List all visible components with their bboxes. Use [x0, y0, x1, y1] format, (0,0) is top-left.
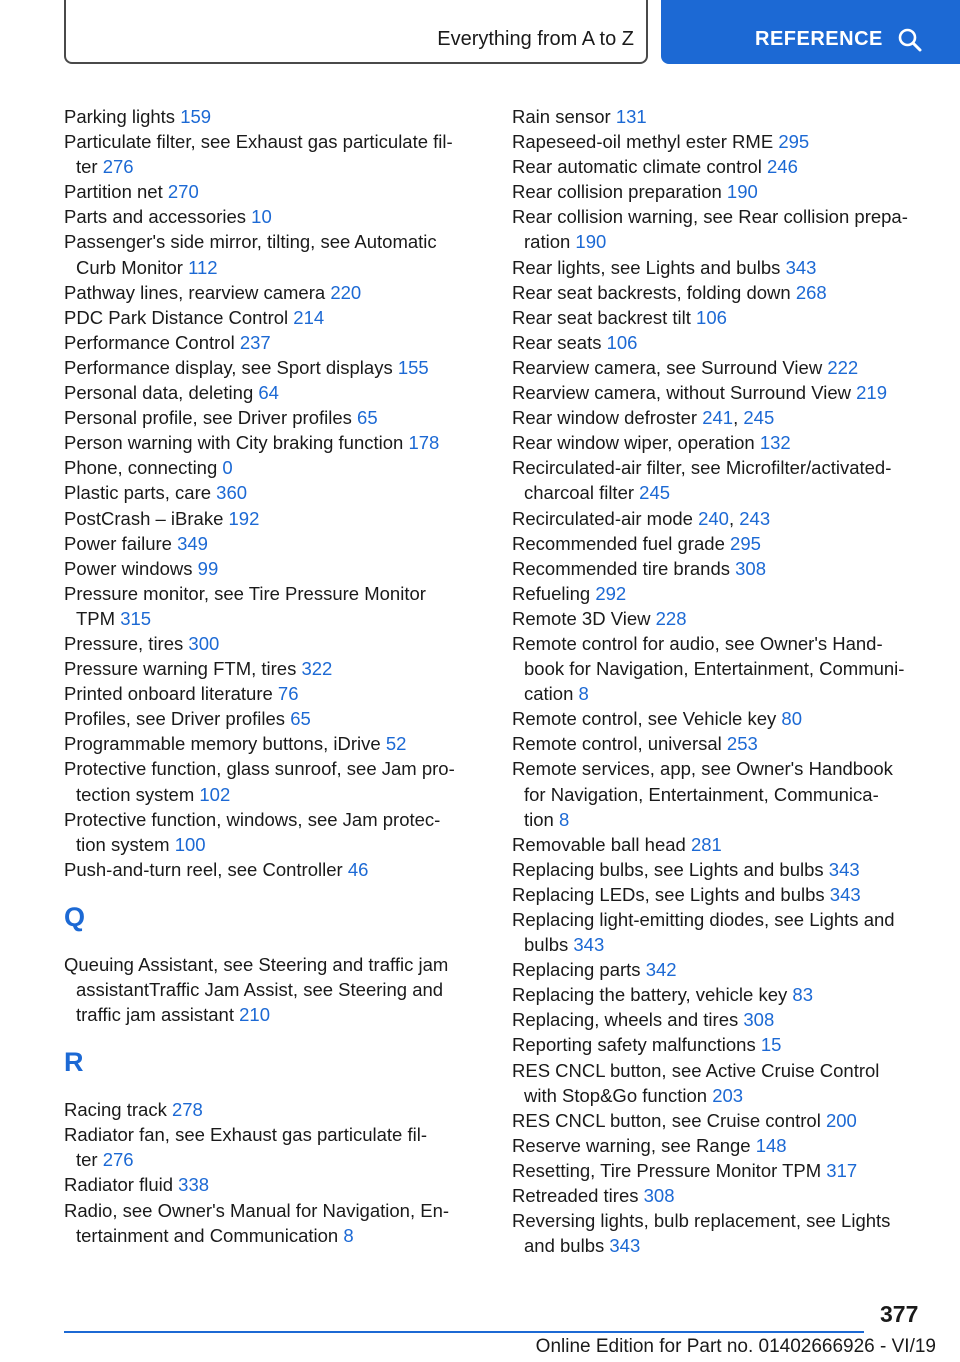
index-term: Person warning with City braking function [64, 432, 404, 454]
page-link[interactable]: 228 [655, 607, 687, 629]
index-term: tection system [76, 783, 195, 805]
index-entry [512, 556, 932, 581]
page-link[interactable]: 159 [180, 106, 212, 127]
index-entry [512, 1158, 932, 1183]
section-title: Everything from A to Z [437, 28, 634, 50]
index-term: Remote services, app, see Owner's Handbook [512, 758, 893, 780]
index-entry [512, 982, 932, 1007]
page-link[interactable]: 292 [595, 582, 627, 604]
index-term: Recommended tire brands [512, 557, 730, 579]
index-entry [512, 129, 932, 154]
index-entry [64, 1122, 484, 1172]
index-entry [512, 882, 932, 907]
index-term: for Navigation, Entertainment, Communica- [524, 783, 879, 805]
index-term: Plastic parts, care [64, 482, 212, 504]
index-term: Rear seat backrest tilt [512, 306, 691, 328]
page-link[interactable]: 300 [188, 632, 220, 654]
page-link[interactable]: 276 [102, 156, 134, 178]
index-entry [512, 631, 932, 706]
header-reference-tab[interactable] [661, 0, 960, 64]
index-term: ter [76, 156, 98, 178]
index-term: Resetting, Tire Pressure Monitor TPM [512, 1159, 822, 1181]
page-link[interactable]: 203 [712, 1084, 744, 1106]
index-entry [512, 154, 932, 179]
index-entry [64, 581, 484, 631]
chapter-title: REFERENCE [755, 28, 883, 50]
index-entry [512, 1007, 932, 1032]
page-link[interactable]: 317 [826, 1159, 858, 1181]
page-link[interactable]: 0 [222, 457, 233, 479]
page-link[interactable]: 268 [795, 281, 827, 303]
page-link[interactable]: 102 [199, 783, 231, 805]
index-term: Replacing light-emitting diodes, see Lights and [512, 909, 895, 930]
index-entry [64, 305, 484, 330]
index-letter-heading: R [64, 1047, 84, 1078]
index-entry [64, 706, 484, 731]
index-term: Pressure, tires [64, 632, 184, 654]
index-entry: Recirculated-air mode 240, 243 [512, 507, 771, 529]
index-term: Protective function, windows, see Jam protec- [64, 808, 441, 830]
index-term: Printed onboard literature [64, 683, 273, 705]
index-entry [64, 330, 484, 355]
index-entry [512, 1058, 932, 1108]
index-entry [64, 179, 484, 204]
page-link[interactable]: 99 [197, 557, 219, 579]
page-link[interactable]: 308 [735, 557, 767, 579]
page-link[interactable]: 237 [239, 331, 271, 353]
page-link[interactable]: 106 [696, 306, 727, 328]
index-term: Protective function, glass sunroof, see Jam pro- [64, 758, 455, 780]
index-term: Rear collision warning, see Rear collision prepa- [512, 206, 908, 228]
index-term: Rear window defroster [512, 407, 698, 429]
page-link[interactable]: 349 [177, 532, 208, 554]
index-entry [512, 731, 932, 756]
index-term: Remote control for audio, see Owner's Hand- [512, 632, 883, 654]
index-column-left [64, 104, 484, 1248]
page-link[interactable]: 65 [357, 407, 378, 429]
page-link[interactable]: 10 [251, 206, 272, 228]
page-link[interactable]: 219 [856, 382, 887, 404]
page-link[interactable]: 245 [743, 407, 775, 429]
index-term: Partition net [64, 181, 163, 203]
index-term: Passenger's side mirror, tilting, see Automatic [64, 231, 437, 253]
index-term: Power failure [64, 532, 172, 554]
index-entry [64, 480, 484, 505]
page-link[interactable]: 8 [578, 683, 589, 705]
index-term: Replacing LEDs, see Lights and bulbs [512, 883, 825, 905]
index-entry [512, 531, 932, 556]
index-term: tion [524, 808, 554, 830]
index-entry [512, 355, 932, 380]
index-term: Rear seat backrests, folding down [512, 281, 791, 303]
page-link[interactable]: 343 [828, 858, 860, 880]
index-entry [64, 506, 484, 531]
index-term: with Stop&Go function [524, 1084, 708, 1106]
index-entry [64, 229, 484, 279]
page-link[interactable]: 240 [698, 507, 729, 529]
index-entry [64, 1172, 484, 1197]
index-term: Radiator fan, see Exhaust gas particulate fil- [64, 1124, 427, 1146]
index-entry [64, 952, 484, 1027]
index-term: Power windows [64, 557, 193, 579]
index-entry [64, 556, 484, 581]
index-term: Replacing bulbs, see Lights and bulbs [512, 858, 824, 880]
index-term: Parking lights [64, 106, 176, 127]
index-entry [512, 380, 932, 405]
index-term: cation [524, 683, 574, 705]
index-entry [64, 380, 484, 405]
index-entry [512, 1108, 932, 1133]
page-link[interactable]: 360 [216, 482, 248, 504]
page-link[interactable]: 243 [739, 507, 771, 529]
page-number: 377 [880, 1301, 919, 1327]
index-term: Remote 3D View [512, 607, 651, 629]
index-term: Radiator fluid [64, 1174, 174, 1196]
page-link[interactable]: 281 [690, 833, 722, 855]
index-entry [512, 756, 932, 831]
index-entry [512, 104, 932, 129]
page-link[interactable]: 8 [558, 808, 570, 830]
index-term: RES CNCL button, see Active Cruise Control [512, 1059, 880, 1081]
page-link[interactable]: 131 [615, 106, 647, 127]
page-link[interactable]: 222 [827, 356, 859, 378]
index-term: Pressure monitor, see Tire Pressure Monitor [64, 582, 426, 604]
page-link[interactable]: 64 [258, 382, 279, 404]
page-link[interactable]: 276 [102, 1149, 134, 1171]
page-link[interactable]: 220 [330, 281, 362, 303]
index-term: Replacing parts [512, 959, 641, 981]
page-link[interactable]: 8 [343, 1224, 354, 1246]
index-term: Profiles, see Driver profiles [64, 708, 286, 730]
index-term: Rearview camera, see Surround View [512, 356, 823, 378]
page-link[interactable]: 295 [730, 532, 761, 554]
page-link[interactable]: 343 [829, 883, 861, 905]
page-link[interactable]: 241 [702, 407, 734, 429]
page-link[interactable]: 322 [301, 658, 333, 680]
index-term: bulbs [524, 934, 569, 956]
index-term: Remote control, see Vehicle key [512, 708, 777, 730]
page-link[interactable]: 253 [726, 733, 758, 755]
page-link[interactable]: 343 [609, 1235, 641, 1257]
index-term: Retreaded tires [512, 1185, 639, 1207]
index-term: Performance Control [64, 331, 235, 353]
index-term: Rear seats [512, 331, 602, 353]
page-link[interactable]: 200 [825, 1109, 857, 1131]
index-term: Particulate filter, see Exhaust gas particulate fil- [64, 131, 453, 153]
index-term: Rearview camera, without Surround View [512, 382, 851, 404]
index-entry [512, 581, 932, 606]
index-term: RES CNCL button, see Cruise control [512, 1109, 821, 1131]
index-column-right [512, 104, 932, 1258]
index-entry [512, 204, 932, 254]
page-link[interactable]: 295 [778, 131, 810, 153]
index-entry [512, 255, 932, 280]
index-term: Recirculated-air filter, see Microfilter/activated- [512, 457, 892, 479]
index-term: PostCrash – iBrake [64, 507, 224, 529]
page-link[interactable]: 52 [385, 733, 407, 755]
page-link[interactable]: 106 [606, 331, 638, 353]
index-entry [64, 531, 484, 556]
index-term: Remote control, universal [512, 733, 722, 755]
index-term: Replacing the battery, vehicle key [512, 984, 788, 1006]
page-link[interactable]: 210 [239, 1004, 271, 1026]
index-letter-heading: Q [64, 901, 86, 932]
page-link[interactable]: 15 [760, 1034, 782, 1056]
index-term: Personal data, deleting [64, 382, 254, 404]
edition-note: Online Edition for Part no. 01402666926 - VI/19 [535, 1336, 936, 1357]
index-term: Push-and-turn reel, see Controller [64, 858, 343, 880]
index-entry: Rear window defroster 241, 245 [512, 407, 775, 429]
index-entry [64, 656, 484, 681]
index-term: Reporting safety malfunctions [512, 1034, 756, 1056]
page-link[interactable]: 308 [743, 1009, 775, 1031]
index-term: and bulbs [524, 1235, 605, 1257]
index-term: Rear automatic climate control [512, 156, 762, 178]
page-link[interactable]: 278 [171, 1099, 203, 1121]
index-entry [512, 179, 932, 204]
index-term: traffic jam assistant [76, 1004, 234, 1026]
index-term: ration [524, 231, 571, 253]
index-entry [64, 455, 484, 480]
index-term: assistantTraffic Jam Assist, see Steering and [76, 979, 444, 1000]
index-term: Recirculated-air mode [512, 507, 693, 529]
index-term: Programmable memory buttons, iDrive [64, 733, 381, 755]
page-link[interactable]: 46 [347, 858, 369, 880]
page-link[interactable]: 245 [639, 482, 671, 504]
page-link[interactable]: 315 [120, 607, 152, 629]
index-term: Phone, connecting [64, 457, 223, 479]
index-term: ter [76, 1149, 98, 1171]
index-term: Replacing, wheels and tires [512, 1009, 739, 1031]
index-term: Curb Monitor [76, 256, 183, 278]
index-entry [512, 1133, 932, 1158]
index-entry [64, 631, 484, 656]
index-entry [512, 1032, 932, 1057]
index-term: book for Navigation, Entertainment, Communi- [524, 658, 905, 680]
page-link[interactable]: 308 [643, 1185, 675, 1207]
index-entry [64, 681, 484, 706]
index-entry [512, 430, 932, 455]
index-term: Parts and accessories [64, 206, 247, 228]
index-term: Recommended fuel grade [512, 532, 725, 554]
index-term: Reserve warning, see Range [512, 1134, 751, 1156]
index-entry [64, 405, 484, 430]
index-term: Pressure warning FTM, tires [64, 658, 297, 680]
page-link[interactable]: 76 [277, 683, 299, 705]
index-entry [512, 957, 932, 982]
page-link[interactable]: 214 [293, 306, 325, 328]
index-entry [512, 857, 932, 882]
index-term: Refueling [512, 582, 591, 604]
page-link[interactable]: 83 [792, 984, 813, 1006]
page-link[interactable]: 148 [755, 1134, 787, 1156]
page-link[interactable]: 270 [167, 181, 199, 203]
index-entry [512, 280, 932, 305]
index-term: Personal profile, see Driver profiles [64, 407, 352, 429]
index-term: Rapeseed-oil methyl ester RME [512, 131, 774, 153]
index-entry [512, 606, 932, 631]
page-link[interactable]: 112 [188, 256, 218, 278]
page-link[interactable]: 192 [228, 507, 260, 529]
index-entry [512, 706, 932, 731]
index-term: Queuing Assistant, see Steering and traffic jam [64, 953, 449, 975]
index-term: charcoal filter [524, 482, 635, 504]
page-link[interactable]: 132 [759, 432, 791, 454]
index-term: Rear collision preparation [512, 181, 722, 203]
page-link[interactable]: 343 [573, 934, 605, 956]
index-term: PDC Park Distance Control [64, 306, 289, 328]
footer-divider [64, 1331, 864, 1333]
index-term: tion system [76, 833, 170, 855]
page-link[interactable]: 246 [767, 156, 798, 178]
index-term: Performance display, see Sport displays [64, 356, 393, 378]
index-entry [512, 305, 932, 330]
page-link[interactable]: 190 [726, 181, 758, 203]
index-entry [64, 1097, 484, 1122]
index-term: Rear lights, see Lights and bulbs [512, 256, 781, 278]
page-link[interactable]: 343 [785, 256, 817, 278]
index-term: Reversing lights, bulb replacement, see Lights [512, 1210, 891, 1232]
index-entry [512, 455, 932, 505]
index-entry [64, 731, 484, 756]
index-term: Rain sensor [512, 106, 611, 127]
index-entry [64, 204, 484, 229]
search-icon[interactable] [897, 27, 923, 53]
index-entry [64, 104, 484, 129]
index-term: Racing track [64, 1099, 167, 1121]
index-entry [64, 280, 484, 305]
index-entry [512, 1183, 932, 1208]
page-link[interactable]: 65 [290, 708, 311, 730]
index-term: Removable ball head [512, 833, 686, 855]
page-link[interactable]: 80 [781, 708, 802, 730]
index-entry [64, 430, 484, 455]
index-term: Pathway lines, rearview camera [64, 281, 326, 303]
page-link[interactable]: 155 [397, 356, 429, 378]
index-entry [64, 857, 484, 882]
page-link[interactable]: 338 [178, 1174, 210, 1196]
index-term: TPM [76, 607, 116, 629]
page-link[interactable]: 342 [645, 959, 677, 981]
index-entry [512, 832, 932, 857]
index-entry [64, 1198, 484, 1248]
index-entry [64, 355, 484, 380]
index-entry [64, 756, 484, 806]
index-term: Rear window wiper, operation [512, 432, 755, 454]
index-entry [512, 907, 932, 957]
index-entry [512, 330, 932, 355]
index-entry [64, 129, 484, 179]
index-term: tertainment and Communication [76, 1224, 339, 1246]
page-link[interactable]: 178 [408, 432, 440, 454]
header-section-tab [64, 0, 648, 64]
index-term: Radio, see Owner's Manual for Navigation, En- [64, 1199, 450, 1221]
index-entry [512, 1208, 932, 1258]
page-link[interactable]: 100 [174, 833, 206, 855]
index-entry [64, 807, 484, 857]
page-link[interactable]: 190 [575, 231, 607, 253]
